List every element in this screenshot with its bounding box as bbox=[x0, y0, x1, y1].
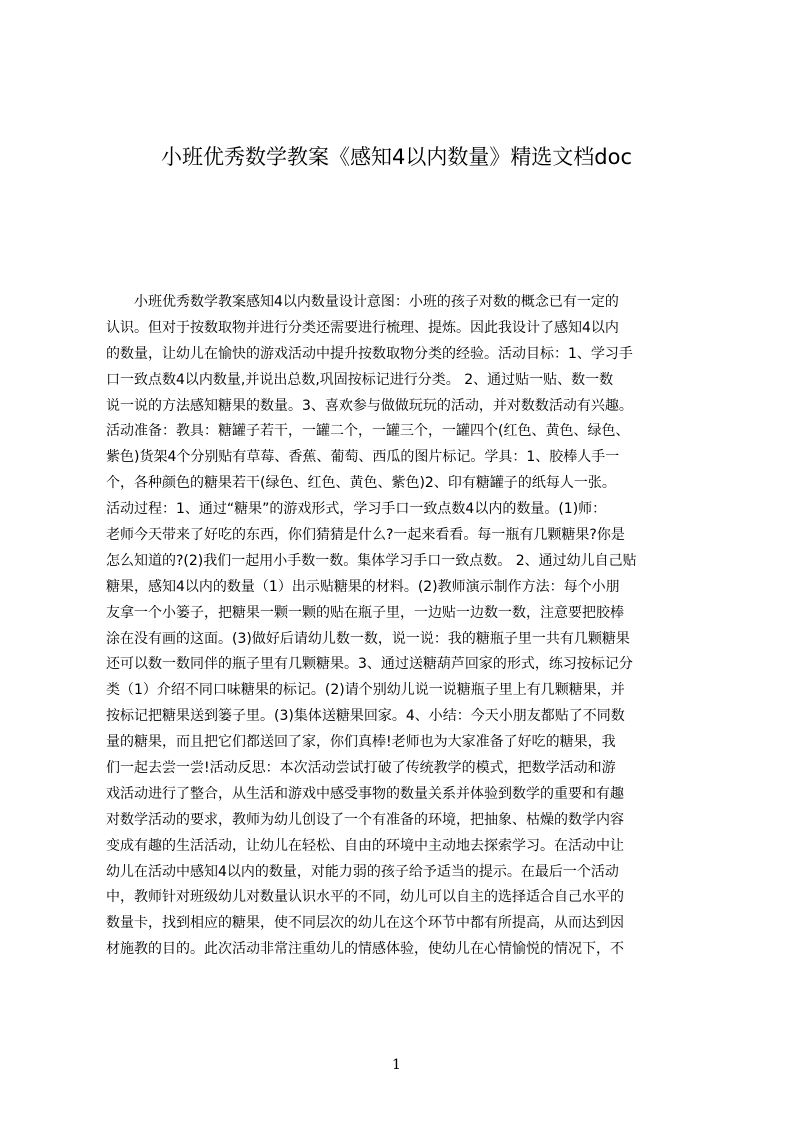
body-line: 还可以数一数同伴的瓶子里有几颗糖果。3、通过送糖葫芦回家的形式，练习按标记分 bbox=[106, 656, 633, 673]
body-line: 老师今天带来了好吃的东西，你们猜猜是什么?一起来看看。每一瓶有几颗糖果?你是 bbox=[106, 527, 625, 544]
body-line: 变成有趣的生活活动，让幼儿在轻松、自由的环境中主动地去探索学习。在活动中让 bbox=[106, 837, 624, 854]
body-line: 说一说的方法感知糖果的数量。3、喜欢参与做做玩玩的活动，并对数数活动有兴趣。 bbox=[106, 397, 633, 414]
body-line: 类（1）介绍不同口味糖果的标记。(2)请个别幼儿说一说糖瓶子里上有几颗糖果，并 bbox=[106, 682, 625, 699]
body-line: 中，教师针对班级幼儿对数量认识水平的不同，幼儿可以自主的选择适合自己水平的 bbox=[106, 889, 624, 906]
page-number: 1 bbox=[392, 1057, 401, 1073]
body-line: 的数量，让幼儿在愉快的游戏活动中提升按数取物分类的经验。活动目标：1、学习手 bbox=[106, 345, 633, 362]
body-line: 活动准备：教具：糖罐子若干，一罐二个，一罐三个，一罐四个(红色、黄色、绿色、 bbox=[106, 423, 630, 440]
body-line: 小班优秀数学教案感知4以内数量设计意图：小班的孩子对数的概念已有一定的 bbox=[106, 294, 619, 310]
body-line: 材施教的目的。此次活动非常注重幼儿的情感体验，使幼儿在心情愉悦的情况下，不 bbox=[106, 941, 624, 958]
body-line: 涂在没有画的这面。(3)做好后请幼儿数一数，说一说：我的糖瓶子里一共有几颗糖果 bbox=[106, 630, 630, 647]
body-line: 怎么知道的?(2)我们一起用小手数一数。集体学习手口一致点数。 2、通过幼儿自己贴 bbox=[106, 552, 637, 569]
body-line: 认识。但对于按数取物并进行分类还需要进行梳理、提炼。因此我设计了感知4以内 bbox=[106, 319, 619, 336]
document-title: 小班优秀数学教案《感知4以内数量》精选文档doc bbox=[160, 145, 633, 169]
body-line: 量的糖果，而且把它们都送回了家，你们真棒!老师也为大家准备了好吃的糖果，我 bbox=[106, 734, 616, 751]
body-line: 口一致点数4以内数量,并说出总数,巩固按标记进行分类。 2、通过贴一贴、数一数 bbox=[106, 371, 614, 388]
body-line: 们一起去尝一尝!活动反思：本次活动尝试打破了传统教学的模式，把数学活动和游 bbox=[106, 760, 616, 777]
body-line: 按标记把糖果送到篓子里。(3)集体送糖果回家。4、小结：今天小朋友都贴了不同数 bbox=[106, 708, 625, 725]
body-line: 糖果，感知4以内的数量（1）出示贴糖果的材料。(2)教师演示制作方法：每个小朋 bbox=[106, 578, 620, 595]
body-line: 数量卡，找到相应的糖果，使不同层次的幼儿在这个环节中都有所提高，从而达到因 bbox=[106, 915, 624, 932]
body-line: 紫色)货架4个分别贴有草莓、香蕉、葡萄、西瓜的图片标记。学具：1、胶棒人手一 bbox=[106, 449, 620, 466]
body-line: 友拿一个小篓子，把糖果一颗一颗的贴在瓶子里，一边贴一边数一数，注意要把胶棒 bbox=[106, 604, 624, 621]
document-body bbox=[106, 290, 698, 990]
body-line: 对数学活动的要求，教师为幼儿创设了一个有准备的环境，把抽象、枯燥的数学内容 bbox=[106, 811, 624, 828]
body-line: 戏活动进行了整合，从生活和游戏中感受事物的数量关系并体验到数学的重要和有趣 bbox=[106, 785, 624, 802]
body-line: 幼儿在活动中感知4以内的数量，对能力弱的孩子给予适当的提示。在最后一个活动 bbox=[106, 863, 619, 880]
body-line: 活动过程：1、通过“糖果”的游戏形式，学习手口一致点数4以内的数量。(1)师： bbox=[106, 501, 607, 518]
body-line: 个，各种颜色的糖果若干(绿色、红色、黄色、紫色)2、印有糖罐子的纸每人一张。 bbox=[106, 475, 616, 492]
